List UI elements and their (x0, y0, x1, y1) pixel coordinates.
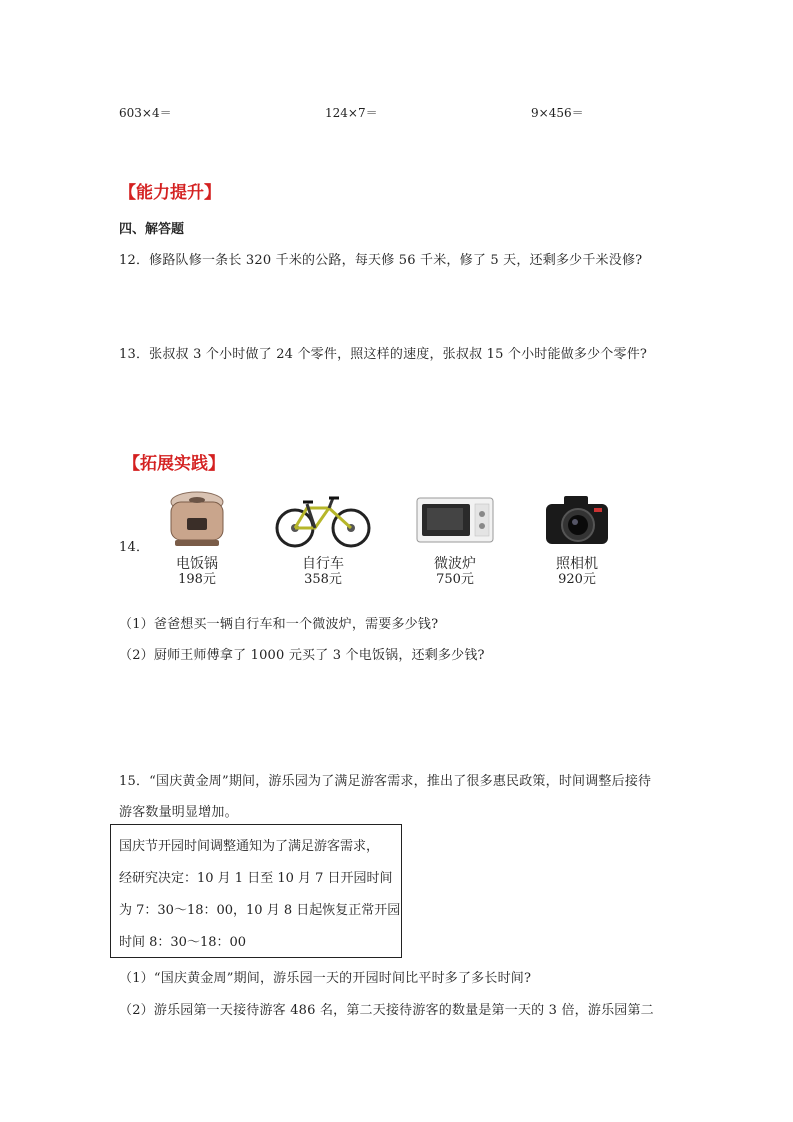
product-name: 自行车 (302, 556, 344, 572)
question-14-number: 14． (119, 540, 150, 555)
question-12: 12．修路队修一条长 320 千米的公路，每天修 56 千米，修了 5 天，还剩多少千米没修? (119, 253, 643, 268)
question-14-sub-1: （1）爸爸想买一辆自行车和一个微波炉，需要多少钱? (119, 617, 439, 632)
question-15-sub-1: （1）“国庆黄金周”期间，游乐园一天的开园时间比平时多了多长时间? (119, 971, 532, 986)
rice-cooker-icon (167, 488, 227, 550)
bicycle-icon (273, 488, 373, 550)
product-price: 198元 (178, 572, 216, 587)
notice-line: 时间 8：30～18：00 (119, 935, 247, 950)
section-title-expansion: 【拓展实践】 (123, 454, 225, 474)
question-13: 13．张叔叔 3 个小时做了 24 个零件，照这样的速度，张叔叔 15 个小时能做多少个零件? (119, 347, 648, 362)
product-price: 750元 (436, 572, 474, 587)
product-name: 照相机 (556, 556, 598, 572)
calc-item-1: 603×4＝ (119, 106, 172, 120)
notice-line: 经研究决定：10 月 1 日至 10 月 7 日开园时间 (119, 871, 393, 886)
product-price: 920元 (558, 572, 596, 587)
calc-item-2: 124×7＝ (325, 106, 378, 120)
notice-box (110, 824, 402, 958)
part-heading: 四、解答题 (119, 222, 185, 237)
notice-line: 为 7：30～18：00，10 月 8 日起恢复正常开园 (119, 903, 401, 918)
product-microwave (400, 488, 510, 588)
product-bicycle (268, 488, 378, 588)
notice-line: 国庆节开园时间调整通知为了满足游客需求， (119, 839, 380, 854)
calc-item-3: 9×456＝ (531, 106, 584, 120)
product-name: 电饭锅 (176, 556, 218, 572)
question-15-line-2: 游客数量明显增加。 (119, 805, 238, 820)
camera-icon (542, 488, 612, 550)
question-15-sub-2: （2）游乐园第一天接待游客 486 名，第二天接待游客的数量是第一天的 3 倍，游乐园第二 (119, 1003, 654, 1018)
product-name: 微波炉 (434, 556, 476, 572)
question-14-sub-2: （2）厨师王师傅拿了 1000 元买了 3 个电饭锅，还剩多少钱? (119, 648, 485, 663)
product-rice-cooker (142, 488, 252, 588)
section-title-ability: 【能力提升】 (119, 183, 221, 203)
product-price: 358元 (304, 572, 342, 587)
microwave-icon (415, 488, 495, 550)
product-camera (522, 488, 632, 588)
question-15-line-1: 15．“国庆黄金周”期间，游乐园为了满足游客需求，推出了很多惠民政策，时间调整后接待 (119, 774, 652, 789)
